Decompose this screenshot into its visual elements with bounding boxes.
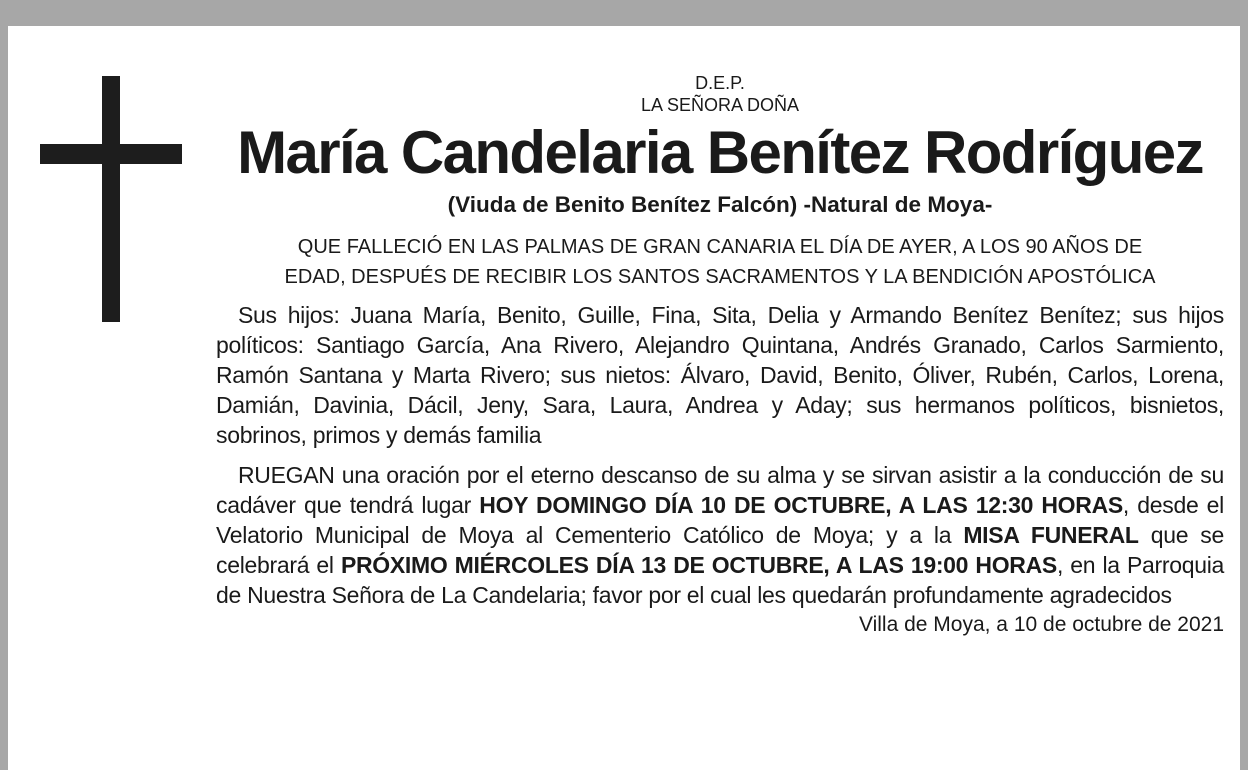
announcement-line-1: QUE FALLECIÓ EN LAS PALMAS DE GRAN CANARIA EL DÍA DE AYER, A LOS 90 AÑOS DE: [297, 236, 1143, 258]
misa-funeral-bold: MISA FUNERAL: [963, 522, 1139, 548]
funeral-paragraph: [216, 460, 1224, 610]
honorific-heading: LA SEÑORA DOÑA: [640, 95, 800, 115]
obituary-notice: [8, 26, 1240, 770]
funeral-text-1: RUEGAN una oración por el eterno descanso de su alma y se sirvan asistir a la conducción de su cadáver que tendrá lugar: [216, 462, 1224, 518]
death-announcement: [216, 232, 1224, 292]
funeral-text-4: , en la Parroquia de Nuestra Señora de La Candelaria; favor por el cual les quedarán profundamente agradecidos: [216, 552, 1225, 608]
announcement-line-2: EDAD, DESPUÉS DE RECIBIR LOS SANTOS SACRAMENTOS Y LA BENDICIÓN APOSTÓLICA: [284, 266, 1156, 288]
notice-content: [216, 72, 1224, 640]
funeral-time-bold: HOY DOMINGO DÍA 10 DE OCTUBRE, A LAS 12:30 HORAS: [479, 492, 1123, 518]
funeral-text-3: que se celebrará el: [216, 522, 1224, 578]
dep-heading: D.E.P.: [695, 73, 745, 93]
deceased-subtitle: (Viuda de Benito Benítez Falcón) -Natural de Moya-: [447, 192, 993, 217]
deceased-name: María Candelaria Benítez Rodríguez: [237, 119, 1203, 186]
family-paragraph: [216, 300, 1224, 450]
cross-icon-vertical-bar: [102, 76, 120, 322]
family-text: Sus hijos: Juana María, Benito, Guille, Fina, Sita, Delia y Armando Benítez Benítez; sus hijos políticos: Santiago García, Ana Rivero, Alejandro Quintana, Andrés Granado, Carlos Sarmiento, Ramón Santana y Marta Rivero; sus nietos: Álvaro, David, Benito, Óliver, Rubén, Carlos, Lorena, Damián, Davinia, Dácil, Jeny, Sara, Laura, Andrea y Aday; sus hermanos políticos, bisnietos, sobrinos, primos y demás familia: [216, 302, 1224, 448]
misa-time-bold: PRÓXIMO MIÉRCOLES DÍA 13 DE OCTUBRE, A LAS 19:00 HORAS: [340, 552, 1057, 578]
place-and-date: Villa de Moya, a 10 de octubre de 2021: [858, 613, 1224, 636]
funeral-text-2: , desde el Velatorio Municipal de Moya al Cementerio Católico de Moya; y a la: [216, 492, 1224, 548]
cross-icon-horizontal-bar: [40, 144, 182, 164]
